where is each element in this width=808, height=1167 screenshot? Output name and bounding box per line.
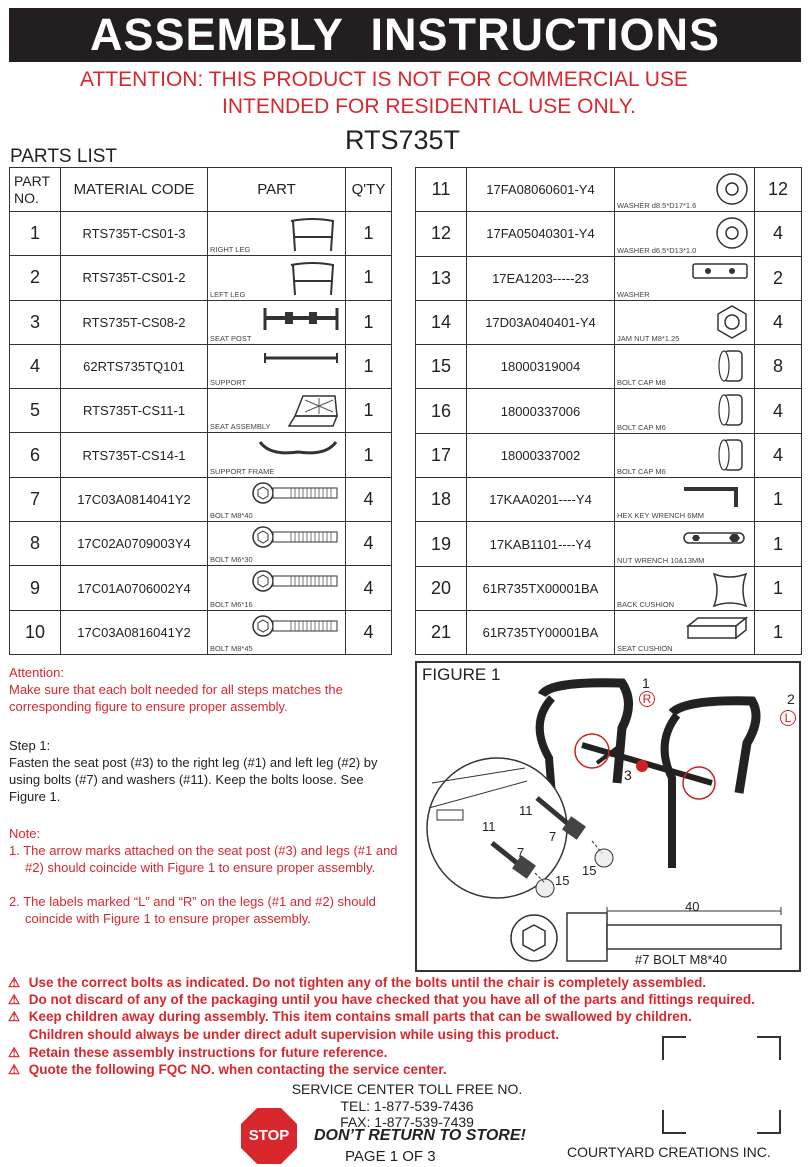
- table-row: [10, 212, 392, 256]
- part-cell: [615, 433, 755, 477]
- wrench-icon: [680, 525, 750, 556]
- part-quantity: 1: [755, 478, 802, 522]
- warning-line: [8, 1062, 447, 1078]
- part-caption: WASHER d6.5*D13*1.0: [617, 245, 697, 255]
- chair-frame-illustration: [417, 663, 799, 970]
- part-caption: SUPPORT: [210, 378, 247, 388]
- part-cell: [615, 300, 755, 344]
- material-code: RTS735T-CS11-1: [61, 389, 208, 433]
- part-quantity: 4: [755, 433, 802, 477]
- material-code: 61R735TX00001BA: [467, 566, 615, 610]
- part-number: 14: [416, 300, 467, 344]
- support-frame-icon: [256, 436, 341, 467]
- part-cell: [615, 566, 755, 610]
- warning-line: [8, 1027, 559, 1042]
- fqc-corner-tr: [757, 1036, 781, 1060]
- part-cell: [208, 477, 346, 521]
- bolt-cap-icon: [714, 437, 750, 478]
- callout-15a: 15: [555, 873, 570, 888]
- header-part-no: PART NO.: [10, 168, 61, 212]
- service-tel: TEL: 1-877-539-7436: [340, 1098, 474, 1114]
- washer-icon: [714, 171, 750, 212]
- table-row: [416, 478, 802, 522]
- bolt-cap-icon: [714, 392, 750, 433]
- table-row: [10, 300, 392, 344]
- back-cushion-icon: [710, 570, 750, 615]
- note-item-1: 1. The arrow marks attached on the seat post (#3) and legs (#1 and #2) should coincide with Figure 1 to ensure proper assembly.: [9, 843, 398, 875]
- bolt-icon: [251, 525, 341, 554]
- warning-triangle-icon: ⚠: [8, 1009, 21, 1024]
- bolt-icon: [251, 481, 341, 510]
- warning-text: Do not discard of any of the packaging until you have checked that you have all of the parts and fittings required.: [28, 992, 755, 1007]
- part-quantity: 4: [755, 389, 802, 433]
- warning-text: Children should always be under direct adult supervision while using this product.: [28, 1027, 560, 1042]
- callout-1: 1: [642, 675, 650, 691]
- part-caption: BOLT CAP M8: [617, 378, 666, 388]
- parts-table-right: [415, 167, 802, 655]
- part-quantity: 4: [346, 477, 392, 521]
- warning-text: Retain these assembly instructions for future reference.: [28, 1045, 388, 1060]
- part-cell: [615, 610, 755, 654]
- part-number: 13: [416, 256, 467, 300]
- step1-text: Fasten the seat post (#3) to the right leg (#1) and left leg (#2) by using bolts (#7) and washers (#11). Keep the bolts loose. See Figure 1.: [9, 755, 378, 804]
- part-number: 3: [10, 300, 61, 344]
- material-code: 17C01A0706002Y4: [61, 566, 208, 610]
- bolt-cap-icon: [714, 348, 750, 389]
- material-code: RTS735T-CS08-2: [61, 300, 208, 344]
- material-code: 17FA05040301-Y4: [467, 212, 615, 256]
- material-code: RTS735T-CS01-2: [61, 256, 208, 300]
- part-quantity: 2: [755, 256, 802, 300]
- material-code: 17EA1203-----23: [467, 256, 615, 300]
- seat-post-icon: [261, 304, 341, 339]
- part-cell: [208, 389, 346, 433]
- part-caption: HEX KEY WRENCH 6MM: [617, 511, 704, 521]
- warning-text: Use the correct bolts as indicated. Do not tighten any of the bolts until the chair is completely assembled.: [28, 975, 707, 990]
- warning-triangle-icon: ⚠: [8, 975, 21, 990]
- part-quantity: 1: [346, 256, 392, 300]
- title-banner: ASSEMBLY INSTRUCTIONS: [9, 8, 801, 62]
- fqc-corner-tl: [662, 1036, 686, 1060]
- material-code: RTS735T-CS14-1: [61, 433, 208, 477]
- material-code: 17KAB1101----Y4: [467, 522, 615, 566]
- figure-1: [415, 661, 801, 972]
- table-row: [10, 610, 392, 654]
- part-cell: [615, 345, 755, 389]
- part-quantity: 1: [346, 212, 392, 256]
- part-caption: SEAT POST: [210, 333, 252, 343]
- part-number: 21: [416, 610, 467, 654]
- callout-r: R: [639, 691, 655, 707]
- part-number: 19: [416, 522, 467, 566]
- nut-icon: [714, 304, 750, 345]
- part-caption: SEAT ASSEMBLY: [210, 422, 271, 432]
- part-number: 10: [10, 610, 61, 654]
- warning-line: [8, 975, 706, 991]
- stop-label: STOP: [248, 1127, 290, 1144]
- part-number: 20: [416, 566, 467, 610]
- material-code: 17D03A040401-Y4: [467, 300, 615, 344]
- warning-text: Keep children away during assembly. This item contains small parts that can be swallowed by children.: [28, 1009, 692, 1024]
- callout-l: L: [780, 710, 796, 726]
- warning-line: [8, 1045, 387, 1061]
- material-code: 18000319004: [467, 345, 615, 389]
- part-quantity: 4: [346, 522, 392, 566]
- material-code: 62RTS735TQ101: [61, 344, 208, 388]
- part-number: 9: [10, 566, 61, 610]
- part-quantity: 1: [755, 610, 802, 654]
- part-cell: [208, 566, 346, 610]
- table-row: [416, 566, 802, 610]
- part-number: 16: [416, 389, 467, 433]
- table-row: [416, 433, 802, 477]
- warning-line: [8, 992, 755, 1008]
- material-code: 17C02A0709003Y4: [61, 522, 208, 566]
- part-caption: NUT WRENCH 10&13MM: [617, 555, 705, 565]
- warning-line: [8, 1009, 692, 1025]
- warning-triangle-icon: ⚠: [8, 1062, 21, 1077]
- part-number: 11: [416, 168, 467, 212]
- part-quantity: 4: [346, 610, 392, 654]
- washer-icon: [714, 215, 750, 256]
- table-row: [416, 389, 802, 433]
- part-quantity: 4: [755, 300, 802, 344]
- bolt-icon: [251, 569, 341, 598]
- callout-11b: 11: [519, 803, 533, 818]
- header-part: PART: [208, 168, 346, 212]
- part-cell: [615, 212, 755, 256]
- table-row: [10, 256, 392, 300]
- part-quantity: 1: [346, 389, 392, 433]
- table-row: [10, 477, 392, 521]
- bolt-dimension: 40: [685, 899, 700, 914]
- leg-icon: [283, 215, 341, 258]
- part-cell: [208, 300, 346, 344]
- part-cell: [615, 168, 755, 212]
- part-cell: [615, 478, 755, 522]
- part-caption: RIGHT LEG: [210, 245, 251, 255]
- fqc-corner-br: [757, 1110, 781, 1134]
- part-caption: BOLT M8*40: [210, 511, 253, 521]
- step1-label: Step 1:: [9, 738, 51, 753]
- part-caption: BACK CUSHION: [617, 599, 675, 609]
- part-number: 15: [416, 345, 467, 389]
- material-code: 17KAA0201----Y4: [467, 478, 615, 522]
- part-cell: [208, 522, 346, 566]
- part-number: 5: [10, 389, 61, 433]
- service-fax: FAX: 1-877-539-7439: [340, 1114, 474, 1130]
- table-row: [416, 610, 802, 654]
- part-caption: BOLT CAP M6: [617, 467, 666, 477]
- material-code: 17FA08060601-Y4: [467, 168, 615, 212]
- material-code: 17C03A0816041Y2: [61, 610, 208, 654]
- table-row: [10, 433, 392, 477]
- part-caption: JAM NUT M8*1.25: [617, 334, 680, 344]
- part-quantity: 1: [346, 433, 392, 477]
- bolt-caption: #7 BOLT M8*40: [635, 952, 728, 967]
- part-quantity: 4: [346, 566, 392, 610]
- part-cell: [615, 256, 755, 300]
- table-row: [416, 212, 802, 256]
- part-quantity: 8: [755, 345, 802, 389]
- table-row: [416, 345, 802, 389]
- parts-table-left: [9, 167, 392, 655]
- part-number: 1: [10, 212, 61, 256]
- material-code: 18000337002: [467, 433, 615, 477]
- part-number: 8: [10, 522, 61, 566]
- company-name: COURTYARD CREATIONS INC.: [567, 1144, 771, 1160]
- callout-3: 3: [624, 767, 632, 783]
- service-center: SERVICE CENTER TOLL FREE NO.: [291, 1081, 523, 1097]
- residential-use-warning: INTENDED FOR RESIDENTIAL USE ONLY.: [222, 95, 636, 118]
- part-number: 2: [10, 256, 61, 300]
- table-row: [416, 168, 802, 212]
- part-number: 12: [416, 212, 467, 256]
- part-caption: BOLT M6*16: [210, 599, 253, 609]
- part-quantity: 1: [755, 566, 802, 610]
- warning-triangle-icon: ⚠: [8, 1045, 21, 1060]
- material-code: RTS735T-CS01-3: [61, 212, 208, 256]
- table-row: [10, 566, 392, 610]
- support-bar-icon: [261, 348, 341, 373]
- page-number: PAGE 1 OF 3: [345, 1148, 436, 1165]
- fqc-corner-bl: [662, 1110, 686, 1134]
- part-number: 17: [416, 433, 467, 477]
- part-caption: BOLT CAP M6: [617, 422, 666, 432]
- leg-icon: [283, 259, 341, 302]
- callout-2: 2: [787, 691, 795, 707]
- figure-label: FIGURE 1: [422, 665, 501, 684]
- part-caption: SUPPORT FRAME: [210, 466, 275, 476]
- part-caption: LEFT LEG: [210, 289, 246, 299]
- material-code: 18000337006: [467, 389, 615, 433]
- part-quantity: 12: [755, 168, 802, 212]
- part-number: 7: [10, 477, 61, 521]
- table-row: [416, 256, 802, 300]
- callout-7b: 7: [549, 829, 557, 844]
- parts-list-label: PARTS LIST: [10, 146, 117, 167]
- attention-text: Make sure that each bolt needed for all steps matches the corresponding figure to ensure proper assembly.: [9, 682, 343, 714]
- bolt-icon: [251, 614, 341, 643]
- part-quantity: 1: [346, 344, 392, 388]
- table-row: [10, 522, 392, 566]
- warning-text: Quote the following FQC NO. when contacting the service center.: [28, 1062, 447, 1077]
- part-quantity: 1: [755, 522, 802, 566]
- part-number: 4: [10, 344, 61, 388]
- part-cell: [208, 610, 346, 654]
- part-number: 18: [416, 478, 467, 522]
- part-number: 6: [10, 433, 61, 477]
- table-row: [416, 522, 802, 566]
- part-cell: [208, 256, 346, 300]
- table-row: [416, 300, 802, 344]
- note-label: Note:: [9, 826, 41, 841]
- table-row: [10, 389, 392, 433]
- warning-triangle-icon: ⚠: [8, 992, 21, 1007]
- callout-11a: 11: [482, 819, 496, 834]
- part-cell: [615, 522, 755, 566]
- callout-15b: 15: [582, 863, 597, 878]
- seat-cushion-icon: [684, 614, 750, 647]
- dont-return-text: DON’T RETURN TO STORE!: [314, 1127, 526, 1144]
- table-row: [10, 344, 392, 388]
- seat-assembly-icon: [281, 392, 341, 435]
- flat-washer-icon: [690, 260, 750, 287]
- attention-label: Attention:: [9, 665, 64, 680]
- header-material-code: MATERIAL CODE: [61, 168, 208, 212]
- part-caption: WASHER: [617, 289, 650, 299]
- part-caption: BOLT M6*30: [210, 555, 253, 565]
- part-caption: WASHER d8.5*D17*1.6: [617, 201, 697, 211]
- material-code: 17C03A0814041Y2: [61, 477, 208, 521]
- part-caption: SEAT CUSHION: [617, 644, 673, 654]
- callout-7a: 7: [517, 845, 525, 860]
- material-code: 61R735TY00001BA: [467, 610, 615, 654]
- part-quantity: 1: [346, 300, 392, 344]
- note-item-2: 2. The labels marked “L” and “R” on the legs (#1 and #2) should coincide with Figure 1 to ensure proper assembly.: [9, 894, 376, 926]
- commercial-use-warning: ATTENTION: THIS PRODUCT IS NOT FOR COMMERCIAL USE: [80, 68, 688, 91]
- part-quantity: 4: [755, 212, 802, 256]
- part-cell: [615, 389, 755, 433]
- model-number: RTS735T: [345, 125, 461, 155]
- part-cell: [208, 344, 346, 388]
- part-cell: [208, 212, 346, 256]
- part-cell: [208, 433, 346, 477]
- part-caption: BOLT M8*45: [210, 643, 253, 653]
- header-qty: Q'TY: [346, 168, 392, 212]
